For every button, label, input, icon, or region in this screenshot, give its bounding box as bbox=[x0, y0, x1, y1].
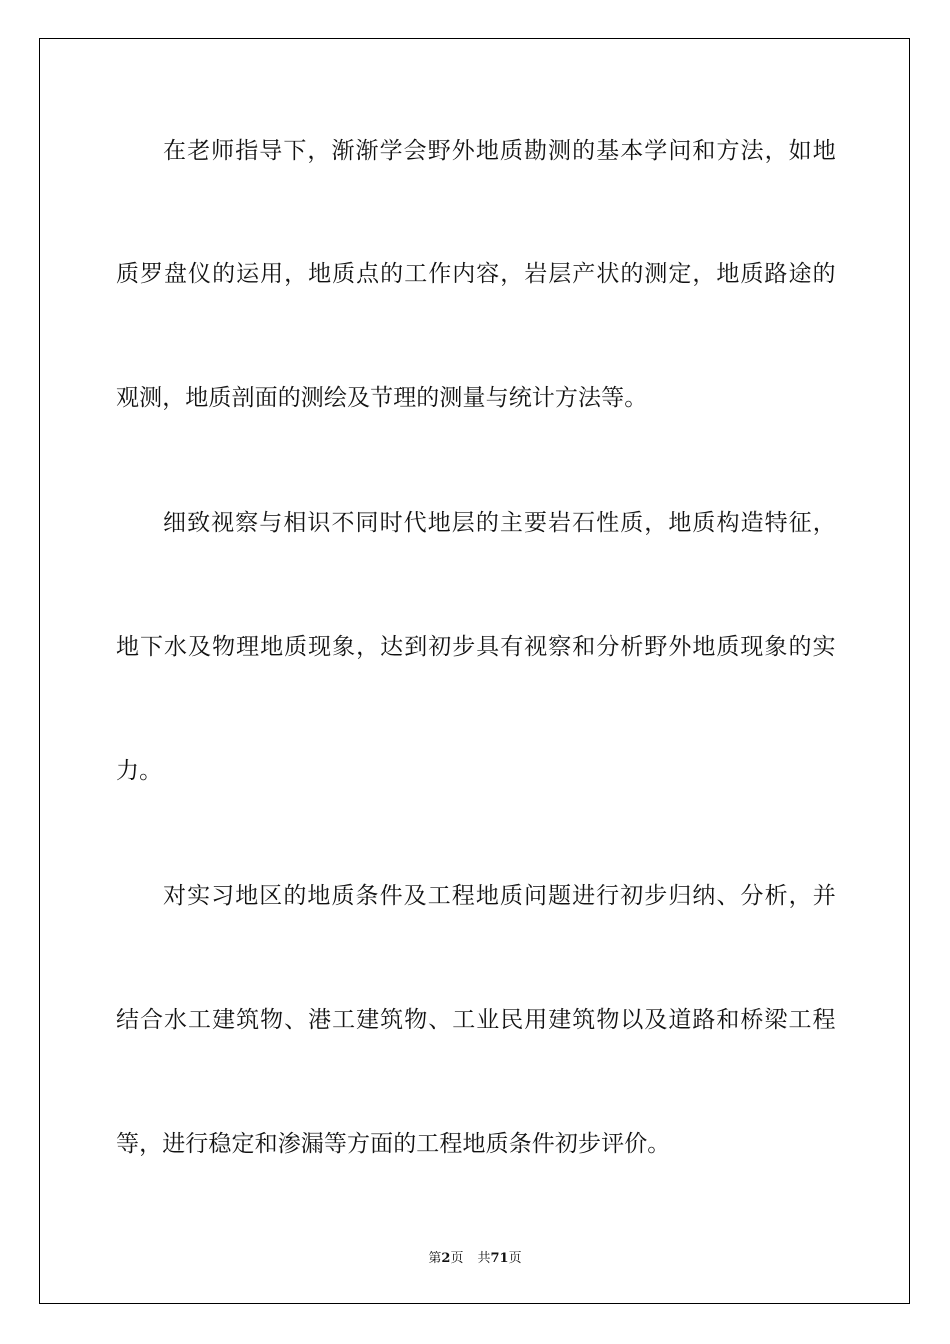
paragraph-3-line-3: 等，进行稳定和渗漏等方面的工程地质条件初步评价。 bbox=[116, 1131, 671, 1157]
footer-page-suffix: 页 bbox=[450, 1251, 464, 1266]
paragraph-1-line-1: 在 老 师 指 导 下 ， 渐 渐 学 会 野 外 地 质 勘 测 的 基 本 学 问 和 方 法 ， 如 地 bbox=[163, 138, 836, 164]
paragraph-2-line-3: 力。 bbox=[116, 758, 163, 784]
paragraph-3-line-2: 结 合 水 工 建 筑 物 、 港 工 建 筑 物 、 工 业 民 用 建 筑 物 以 及 道 路 和 桥 梁 工 程 bbox=[116, 1007, 836, 1033]
page-footer bbox=[0, 1247, 950, 1266]
footer-page-number: 2 bbox=[441, 1251, 451, 1266]
footer-page-prefix: 第 bbox=[428, 1251, 442, 1266]
paragraph-3-line-1: 对 实 习 地 区 的 地 质 条 件 及 工 程 地 质 问 题 进 行 初 步 归 纳 、 分 析 ， 并 bbox=[163, 883, 836, 909]
footer-total-suffix: 页 bbox=[508, 1251, 522, 1266]
footer-total-prefix: 共 bbox=[477, 1251, 491, 1266]
paragraph-2-line-2: 地 下 水 及 物 理 地 质 现 象 ， 达 到 初 步 具 有 视 察 和 分 析 野 外 地 质 现 象 的 实 bbox=[116, 634, 836, 660]
page-border bbox=[39, 38, 910, 1304]
paragraph-1-line-2: 质 罗 盘 仪 的 运 用 ， 地 质 点 的 工 作 内 容 ， 岩 层 产 状 的 测 定 ， 地 质 路 途 的 bbox=[116, 261, 836, 287]
paragraph-1-line-3: 观测，地质剖面的测绘及节理的测量与统计方法等。 bbox=[116, 385, 648, 411]
footer-total-pages: 71 bbox=[490, 1251, 509, 1266]
paragraph-2-line-1: 细 致 视 察 与 相 识 不 同 时 代 地 层 的 主 要 岩 石 性 质 ， 地 质 构 造 特 征 ， bbox=[163, 510, 836, 536]
